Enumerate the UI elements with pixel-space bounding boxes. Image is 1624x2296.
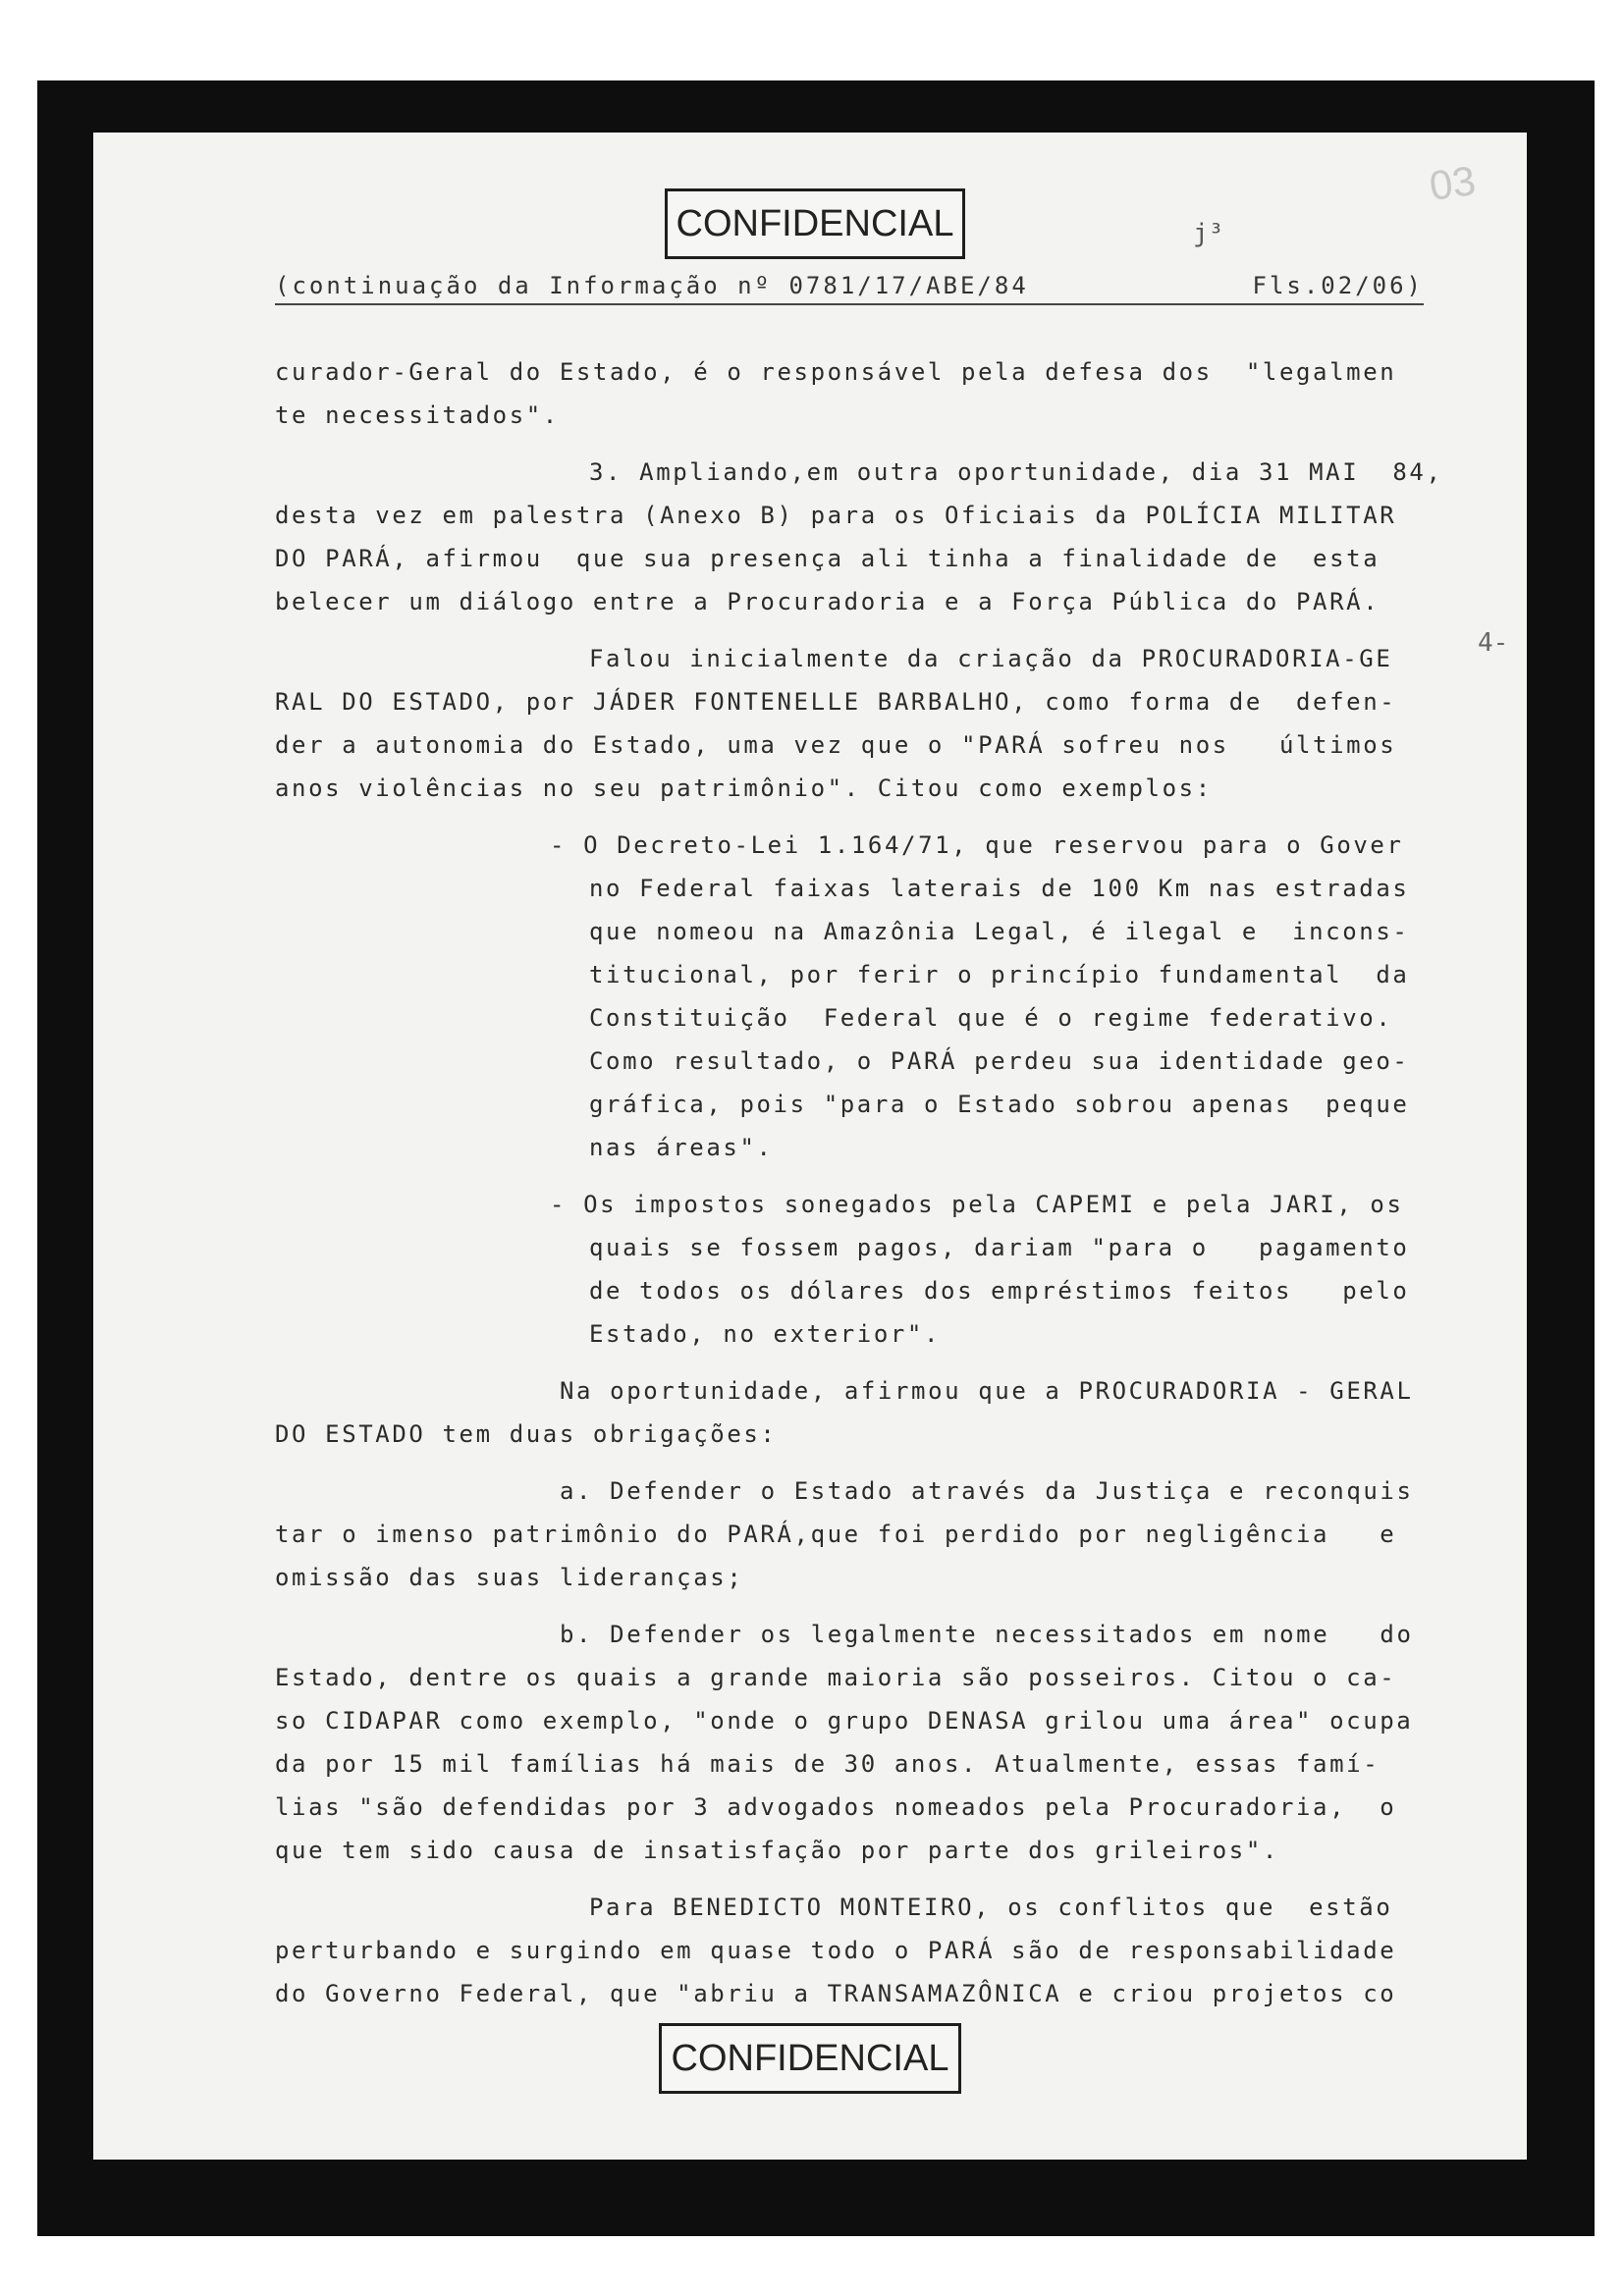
- text-line: b. Defender os legalmente necessitados em nome do: [560, 1621, 1414, 1648]
- text-line: te necessitados".: [275, 401, 560, 429]
- text-line: omissão das suas lideranças;: [275, 1564, 744, 1591]
- text-line: que nomeou na Amazônia Legal, é ilegal e incons-: [589, 918, 1410, 945]
- text-line: da por 15 mil famílias há mais de 30 anos. Atualmente, essas famí-: [275, 1750, 1380, 1778]
- confidential-stamp-bottom: CONFIDENCIAL: [659, 2023, 961, 2094]
- text-line: quais se fossem pagos, dariam "para o pagamento: [589, 1234, 1410, 1261]
- text-line: nas áreas".: [589, 1134, 774, 1161]
- text-line: Constituição Federal que é o regime federativo.: [589, 1004, 1393, 1032]
- text-line: Falou inicialmente da criação da PROCURADORIA-GE: [589, 645, 1393, 672]
- text-line: perturbando e surgindo em quase todo o PARÁ são de responsabilidade: [275, 1937, 1397, 1964]
- text-line: titucional, por ferir o princípio fundamental da: [589, 961, 1410, 988]
- text-line: 3. Ampliando,em outra oportunidade, dia 31 MAI 84,: [589, 458, 1443, 486]
- text-line: lias "são defendidas por 3 advogados nomeados pela Procuradoria, o: [275, 1793, 1397, 1821]
- text-line: gráfica, pois "para o Estado sobrou apenas peque: [589, 1091, 1410, 1118]
- text-line: a. Defender o Estado através da Justiça e reconquis: [560, 1477, 1414, 1505]
- text-line: belecer um diálogo entre a Procuradoria e a Força Pública do PARÁ.: [275, 588, 1380, 615]
- text-line: der a autonomia do Estado, uma vez que o "PARÁ sofreu nos últimos: [275, 731, 1397, 759]
- document-header: [275, 272, 1424, 305]
- text-line: Estado, no exterior".: [589, 1320, 942, 1348]
- text-line: curador-Geral do Estado, é o responsável pela defesa dos "legalmen: [275, 358, 1397, 386]
- text-line: Estado, dentre os quais a grande maioria são posseiros. Citou o ca-: [275, 1664, 1397, 1691]
- text-line: so CIDAPAR como exemplo, "onde o grupo DENASA grilou uma área" ocupa: [275, 1707, 1414, 1735]
- text-line: do Governo Federal, que "abriu a TRANSAMAZÔNICA e criou projetos co: [275, 1980, 1397, 2007]
- text-line: no Federal faixas laterais de 100 Km nas estradas: [589, 875, 1410, 902]
- text-line: tar o imenso patrimônio do PARÁ,que foi perdido por negligência e: [275, 1521, 1397, 1548]
- text-line: que tem sido causa de insatisfação por parte dos grileiros".: [275, 1837, 1279, 1864]
- text-line: DO ESTADO tem duas obrigações:: [275, 1420, 778, 1448]
- handwritten-mark: j³: [1193, 219, 1224, 248]
- text-line: RAL DO ESTADO, por JÁDER FONTENELLE BARBALHO, como forma de defen-: [275, 688, 1397, 716]
- text-line: DO PARÁ, afirmou que sua presença ali tinha a finalidade de esta: [275, 545, 1380, 572]
- text-line: - O Decreto-Lei 1.164/71, que reservou para o Gover: [550, 831, 1404, 859]
- margin-annotation: 4-: [1478, 628, 1509, 658]
- text-line: Na oportunidade, afirmou que a PROCURADORIA - GERAL: [560, 1377, 1414, 1405]
- document-page: [93, 133, 1527, 2160]
- text-line: anos violências no seu patrimônio". Citou como exemplos:: [275, 774, 1213, 802]
- text-line: desta vez em palestra (Anexo B) para os Oficiais da POLÍCIA MILITAR: [275, 502, 1397, 529]
- header-page-count: Fls.02/06): [1252, 272, 1424, 299]
- header-reference: (continuação da Informação nº 0781/17/ABE/84: [275, 272, 1029, 299]
- text-line: de todos os dólares dos empréstimos feitos pelo: [589, 1277, 1410, 1305]
- text-line: Como resultado, o PARÁ perdeu sua identidade geo-: [589, 1047, 1410, 1075]
- text-line: - Os impostos sonegados pela CAPEMI e pela JARI, os: [550, 1191, 1404, 1218]
- confidential-stamp-top: CONFIDENCIAL: [665, 188, 965, 259]
- text-line: Para BENEDICTO MONTEIRO, os conflitos que estão: [589, 1894, 1393, 1921]
- document-body: [275, 350, 1443, 2015]
- page-number-mark: 03: [1427, 156, 1479, 210]
